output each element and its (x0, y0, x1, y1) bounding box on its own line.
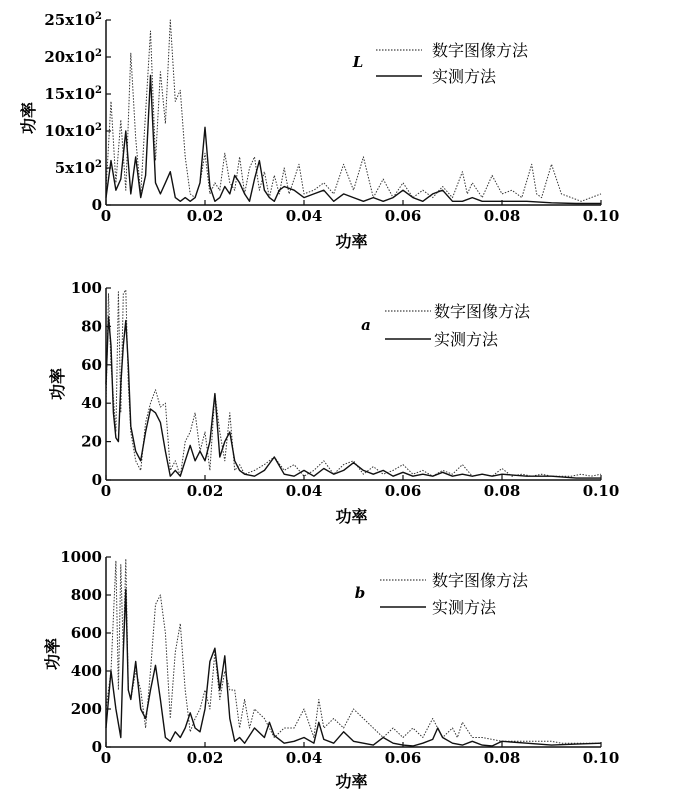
panel-label: a (361, 316, 371, 334)
x-tick-label: 0.06 (384, 749, 422, 767)
legend-label: 数字图像方法 (434, 302, 531, 321)
y-tick-label-base: 15x10 (44, 85, 96, 103)
y-tick-label-base: 400 (70, 662, 102, 680)
x-tick-label: 0 (100, 482, 112, 500)
chart-panel-1 (48, 279, 619, 526)
y-tick-label-base: 100 (70, 279, 102, 297)
y-tick-label (44, 11, 102, 29)
x-tick-label: 0.02 (186, 207, 224, 225)
y-tick-label (92, 196, 102, 214)
chart-panel-2 (43, 548, 619, 791)
y-tick-label-base: 200 (70, 700, 102, 718)
y-tick-label (44, 122, 102, 140)
legend (376, 41, 529, 86)
series-line-measured (106, 589, 601, 746)
y-tick-label (71, 662, 102, 680)
y-tick-label (60, 548, 102, 566)
y-tick-label-base: 40 (81, 394, 102, 413)
y-tick-label (92, 471, 102, 489)
panel-label: b (354, 584, 366, 602)
legend-label: 实测方法 (434, 330, 499, 349)
y-tick-label-base: 800 (70, 586, 102, 604)
x-tick-label: 0.04 (285, 749, 323, 767)
x-axis-title: 功率 (335, 232, 368, 251)
y-tick-label (55, 159, 102, 177)
y-tick-label-base: 80 (81, 317, 102, 336)
y-tick-label (81, 394, 102, 412)
y-tick-label-exponent: 2 (95, 11, 102, 22)
x-axis-title: 功率 (335, 772, 368, 791)
x-tick-label: 0.08 (483, 482, 521, 500)
y-tick-label-exponent: 2 (95, 48, 102, 59)
x-tick-label: 0.06 (384, 207, 422, 225)
legend (380, 571, 529, 617)
y-tick-label (81, 433, 102, 451)
y-tick-label-base: 600 (70, 624, 102, 642)
y-tick-label (81, 356, 102, 374)
y-tick-label-base: 25x10 (44, 11, 96, 29)
y-tick-label-base: 20 (81, 432, 102, 451)
y-tick-label-exponent: 2 (95, 85, 102, 96)
y-axis-title: 功率 (19, 101, 38, 135)
y-tick-label-base: 10x10 (44, 122, 96, 140)
y-tick-label-base: 0 (91, 196, 102, 214)
legend-label: 数字图像方法 (432, 571, 529, 590)
x-tick-label: 0.02 (186, 482, 224, 500)
panel-label: L (352, 53, 364, 71)
x-tick-label: 0 (100, 749, 112, 767)
legend-label: 实测方法 (432, 598, 497, 617)
chart-panel-0 (19, 11, 619, 251)
y-axis-title: 功率 (48, 367, 67, 401)
legend-label: 实测方法 (432, 67, 497, 86)
x-tick-label: 0.02 (186, 749, 224, 767)
y-tick-label (44, 48, 102, 66)
x-tick-label: 0.10 (582, 207, 620, 225)
y-tick-label (71, 279, 102, 297)
y-tick-label (92, 738, 102, 756)
y-axis-title: 功率 (43, 637, 62, 671)
series-line-measured (106, 76, 601, 204)
y-tick-label-base: 60 (81, 355, 102, 374)
x-tick-label: 0.10 (582, 749, 620, 767)
y-tick-label (71, 700, 102, 718)
y-tick-label-base: 20x10 (44, 48, 96, 66)
x-tick-label: 0.08 (483, 749, 521, 767)
y-tick-label (71, 624, 102, 642)
x-tick-label: 0.04 (285, 482, 323, 500)
y-tick-label (71, 586, 102, 604)
y-tick-label-exponent: 2 (95, 122, 102, 133)
y-tick-label-exponent: 2 (95, 159, 102, 170)
x-tick-label: 0.06 (384, 482, 422, 500)
y-tick-label (81, 317, 102, 335)
series-line-measured (106, 317, 601, 478)
y-tick-label-base: 0 (91, 471, 102, 489)
x-tick-label: 0 (100, 207, 112, 225)
y-tick-label-base: 1000 (60, 548, 102, 566)
x-axis-title: 功率 (335, 507, 368, 526)
y-tick-label (44, 85, 102, 103)
y-tick-label-base: 5x10 (54, 159, 96, 177)
legend (385, 302, 531, 349)
legend-label: 数字图像方法 (432, 41, 529, 60)
x-tick-label: 0.04 (285, 207, 323, 225)
y-tick-label-base: 0 (91, 738, 102, 756)
x-tick-label: 0.08 (483, 207, 521, 225)
x-tick-label: 0.10 (582, 482, 620, 500)
